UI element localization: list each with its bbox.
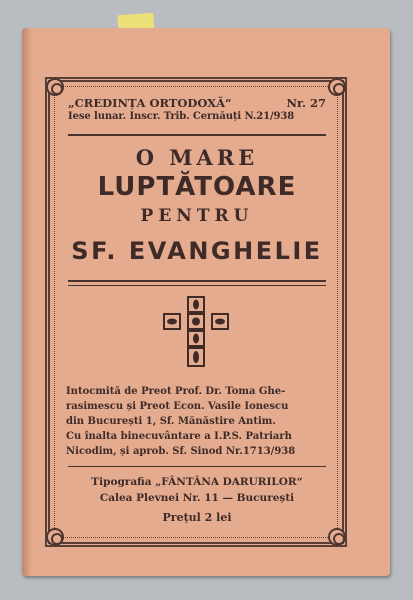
corner-ornament-icon [328,78,346,96]
credits-line: Nicodim, și aprob. Sf. Sinod Nr.1713/938 [66,446,296,457]
credits-line: Cu înalta binecuvântare a I.P.S. Patriarh [66,431,292,442]
divider-middle-thin [68,285,326,286]
series-name: „CREDINȚA ORTODOXĂ“ [68,96,232,110]
booklet-spine [22,28,32,576]
cross-icon [163,296,229,368]
corner-ornament-icon [46,528,64,546]
credits-line: din București 1, Sf. Mănăstire Antim. [66,416,276,427]
credits-block [66,384,328,459]
registration-line: Iese lunar. Inscr. Trib. Cernăuți N.21/938 [68,111,295,122]
credits-line: rasimescu și Preot Econ. Vasile Ionescu [66,401,289,412]
title-line-3: PENTRU [140,206,254,226]
credits-line: Intocmită de Preot Prof. Dr. Toma Ghe- [66,386,286,397]
corner-ornament-icon [328,528,346,546]
price: Prețul 2 lei [162,511,232,524]
series-line [68,96,326,110]
divider-middle [68,280,326,282]
printer-name: Tipografia „FÂNTÂNA DARURILOR“ [91,476,303,488]
title-line-4: SF. EVANGHELIE [71,237,323,265]
divider-bottom [68,466,326,467]
printer-address: Calea Plevnei Nr. 11 — București [99,492,295,504]
title-line-2: LUPTĂTOARE [97,172,297,202]
issue-number: Nr. 27 [286,96,326,110]
corner-ornament-icon [46,78,64,96]
divider-top [68,134,326,136]
title-line-1: O MARE [135,145,259,170]
